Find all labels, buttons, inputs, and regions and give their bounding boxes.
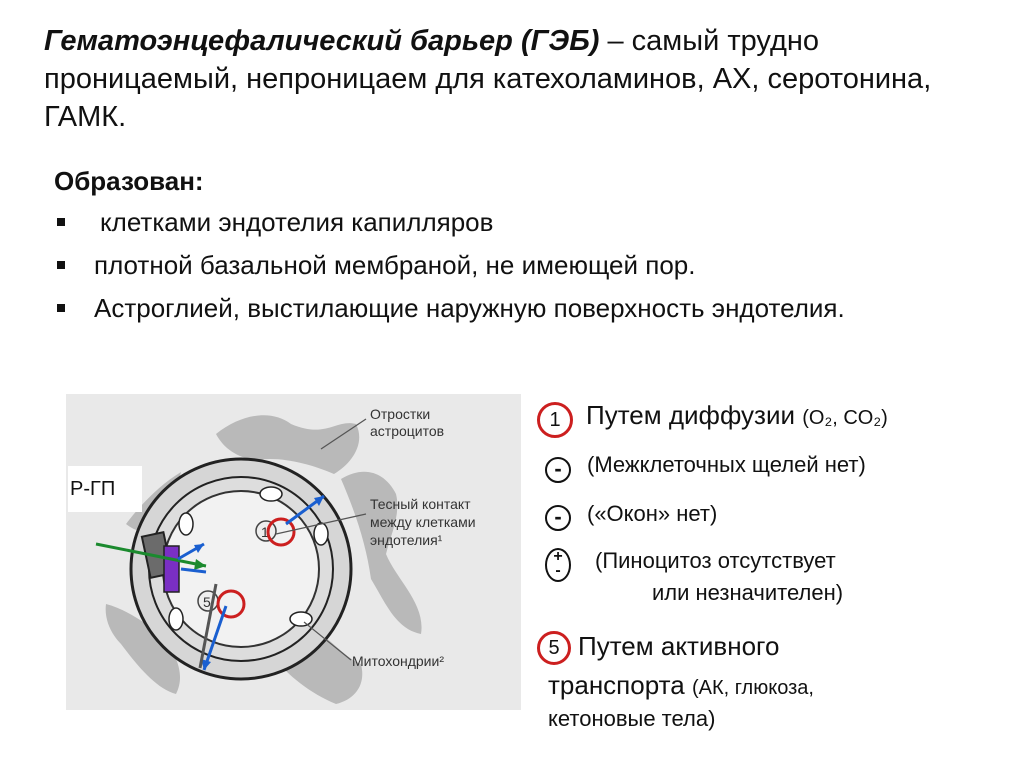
route-active-transport: Путем активного [578,631,780,661]
route-windows: («Окон» нет) [587,501,718,526]
route-1-number: 1 [537,402,573,438]
route-5-number: 5 [537,631,571,665]
minus-icon: - [545,505,571,531]
list-item: Астроглией, выстилающие наружную поверхность эндотелия. [54,292,984,325]
route-diffusion [586,400,888,431]
title-term: Гематоэнцефалический барьер (ГЭБ) [44,25,600,57]
label-astrocytes-line2: астроцитов [370,423,445,439]
list-item: плотной базальной мембраной, не имеющей пор. [54,249,984,282]
title-description: – самый трудно проницаемый, непроницаем для катехоламинов, АХ, серотонина, ГАМК. [44,25,932,133]
label-contact-line3: эндотелия¹ [370,532,443,548]
marker-5-label: 5 [203,594,211,610]
slide-title [44,22,994,136]
formed-heading: Образован: [54,166,204,196]
formed-list [54,206,984,335]
label-contact-line1: Тесный контакт [370,496,471,512]
bbb-diagram [66,394,521,710]
label-astrocytes-line1: Отростки [370,406,431,422]
route-diffusion-text: Путем диффузии [586,400,796,430]
route-active-detail: (АК, глюкоза, [691,677,814,699]
label-contact-line2: между клетками [370,514,476,530]
route-pinocytosis-line1: (Пиноцитоз отсутствует [595,548,836,573]
label-mitochondria: Митохондрии² [352,653,444,669]
list-item: клетками эндотелия капилляров [54,206,984,239]
marker-1-label: 1 [261,524,269,540]
route-pinocytosis-line2: или незначителен) [652,580,844,605]
route-diffusion-detail: (O₂, CO₂) [802,407,888,429]
purple-transporter [164,546,179,592]
plus-minus-icon: + - [545,548,571,582]
route-active-transport-line2: транспорта (АК, глюкоза, [548,670,814,700]
minus-icon: - [545,457,571,483]
pgp-label: Р-ГП [68,466,142,512]
route-intercellular: (Межклеточных щелей нет) [587,452,866,477]
route-active-line3: кетоновые тела) [548,706,716,731]
